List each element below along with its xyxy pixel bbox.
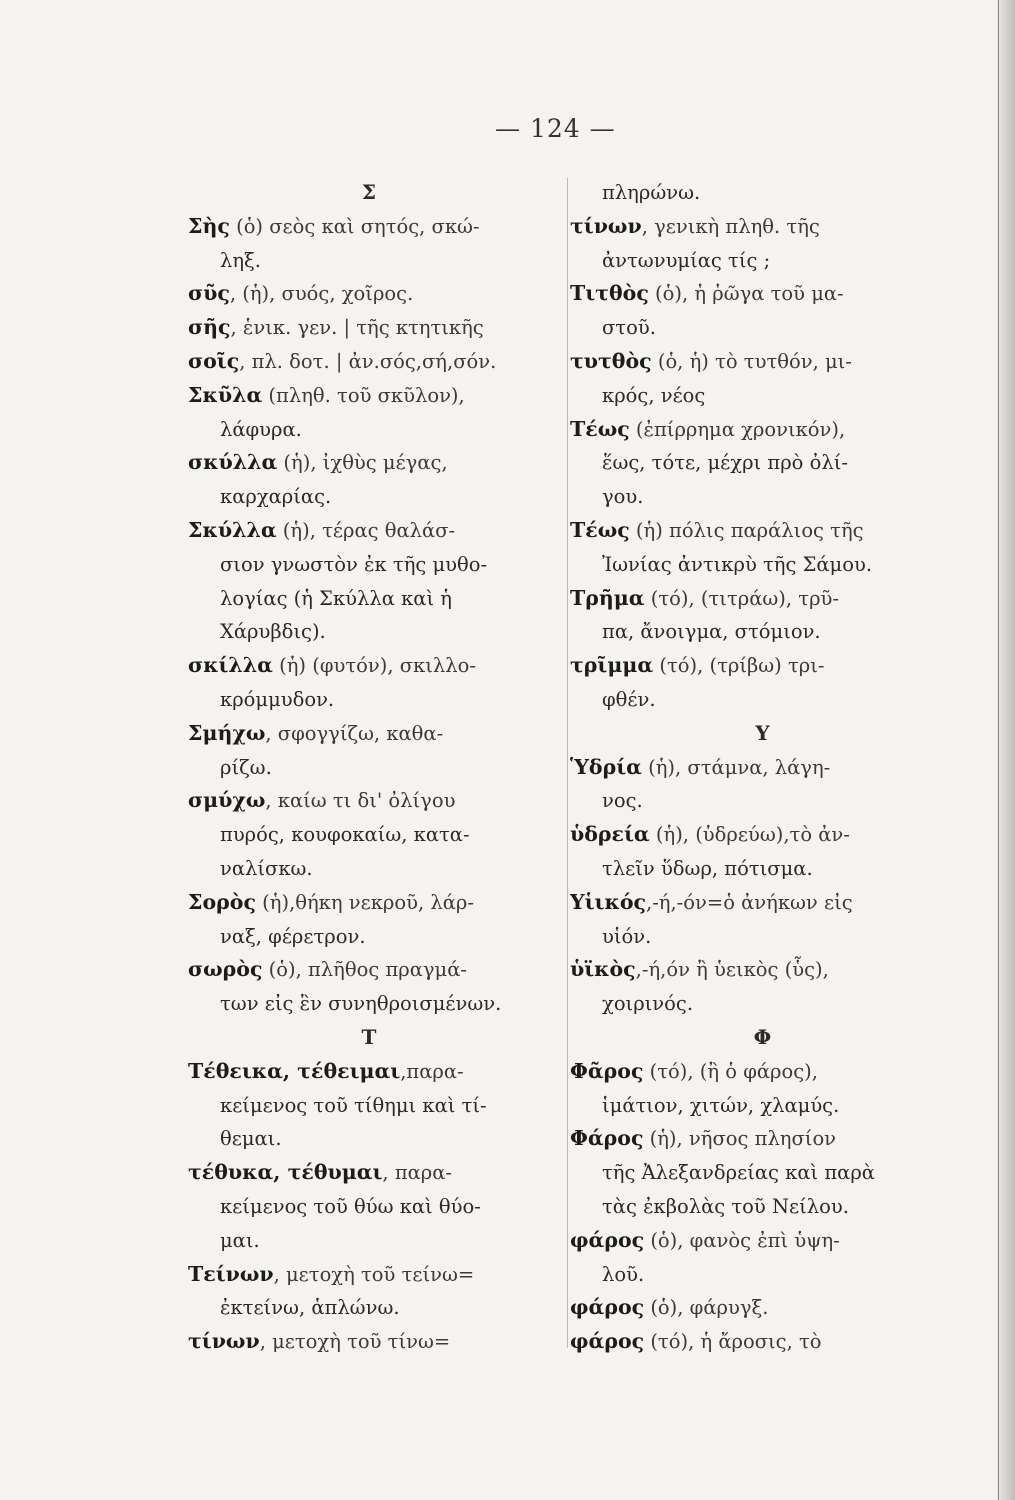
- definition: (ἡ), (ὑδρεύω),τὸ ἀν-: [649, 823, 850, 847]
- entry-continuation: ληξ.: [220, 248, 261, 272]
- section-letter: Σ: [361, 180, 377, 204]
- dictionary-entry: [188, 717, 550, 751]
- dictionary-entry: [188, 1055, 550, 1089]
- right-column: [570, 176, 955, 1359]
- headword: Τέθεικα, τέθειμαι: [188, 1058, 401, 1083]
- headword: σμύχω: [188, 788, 266, 813]
- definition: , (ἡ), συός, χοῖρος.: [229, 282, 414, 306]
- entry-continuation: καρχαρίας.: [220, 485, 332, 509]
- headword: Τέως: [570, 517, 630, 542]
- entry-continuation: κρός, νέος: [602, 383, 706, 407]
- definition: (τό), ἡ ἄροσις, τὸ: [644, 1330, 822, 1354]
- definition: (τό), (τιτράω), τρῦ-: [644, 586, 839, 610]
- definition: (τό), (ἢ ὁ φάρος),: [643, 1059, 818, 1083]
- entry-continuation: τῆς Ἀλεξανδρείας καὶ παρὰ: [602, 1161, 875, 1185]
- headword: Τέως: [570, 416, 630, 441]
- entry-continuation: λογίας (ἡ Σκύλλα καὶ ἡ: [220, 586, 452, 610]
- dictionary-entry: [570, 649, 955, 683]
- headword: τίνων: [188, 1329, 260, 1354]
- entry-continuation: πυρός, κουφοκαίω, κατα-: [220, 823, 470, 847]
- entry-continuation: φθέν.: [602, 687, 656, 711]
- definition: (ὁ), πλῆθος πραγμά-: [262, 958, 467, 982]
- headword: τρῖμμα: [570, 653, 654, 678]
- definition: (ἡ) πόλις παράλιος τῆς: [629, 518, 864, 542]
- dictionary-entry: [188, 1325, 550, 1359]
- headword: Τείνων: [188, 1261, 274, 1286]
- entry-continuation: λάφυρα.: [220, 417, 302, 441]
- column-divider: [567, 178, 568, 1348]
- entry-continuation: κείμενος τοῦ θύω καὶ θύο-: [220, 1194, 481, 1218]
- page-edge: [997, 0, 1015, 1500]
- definition: , πλ. δοτ. | ἀν.σός,σή,σόν.: [239, 349, 497, 373]
- dictionary-entry: [188, 514, 550, 548]
- headword: φάρος: [570, 1295, 645, 1320]
- headword: Σκῦλα: [188, 382, 263, 407]
- dictionary-entry: [188, 379, 550, 413]
- headword: σοῖς: [188, 348, 240, 373]
- entry-continuation: μαι.: [220, 1228, 260, 1252]
- dictionary-entry: [188, 1156, 550, 1190]
- definition: , μετοχὴ τοῦ τίνω=: [259, 1330, 451, 1354]
- entry-continuation: ἕως, τότε, μέχρι πρὸ ὀλί-: [602, 451, 848, 475]
- dictionary-entry: [188, 1258, 550, 1292]
- dictionary-entry: [570, 886, 955, 920]
- entry-continuation: κείμενος τοῦ τίθημι καὶ τί-: [220, 1093, 487, 1117]
- dictionary-entry: [570, 582, 955, 616]
- headword: Υἱικός: [570, 889, 646, 914]
- entry-continuation: υἱόν.: [602, 924, 652, 948]
- headword: σῦς: [188, 281, 230, 306]
- entry-continuation: πληρώνω.: [602, 181, 701, 204]
- section-letter: Τ: [361, 1024, 377, 1049]
- definition: , παρα-: [382, 1161, 453, 1185]
- dictionary-entry: [570, 818, 955, 852]
- entry-continuation: ναλίσκω.: [220, 856, 313, 880]
- entry-continuation: ἱμάτιον, χιτών, χλαμύς.: [602, 1093, 840, 1117]
- definition: (ἡ), ἰχθὺς μέγας,: [277, 451, 448, 475]
- definition: ,-ή,όν ἢ ὑεικὸς (ὗς),: [635, 958, 829, 982]
- dictionary-entry: [570, 210, 955, 244]
- entry-continuation: πα, ἄνοιγμα, στόμιον.: [602, 620, 821, 644]
- definition: (ἐπίρρημα χρονικόν),: [629, 417, 846, 441]
- definition: (πληθ. τοῦ σκῦλον),: [262, 383, 465, 407]
- entry-continuation: λοῦ.: [602, 1262, 645, 1286]
- dictionary-entry: [570, 277, 955, 311]
- definition: ,-ή,-όν=ὁ ἀνήκων εἰς: [646, 890, 853, 914]
- definition: ,παρα-: [400, 1059, 464, 1083]
- headword: Φάρος: [570, 1126, 644, 1151]
- definition: , ἑνικ. γεν. | τῆς κτητικῆς: [230, 316, 484, 340]
- entry-continuation: Χάρυβδις).: [220, 620, 326, 644]
- entry-continuation: Ἰωνίας ἀντικρὺ τῆς Σάμου.: [602, 552, 873, 576]
- entry-continuation: ἐκτείνω, ἁπλώνω.: [220, 1296, 400, 1320]
- definition: (ἡ) (φυτόν), σκιλλο-: [272, 654, 476, 678]
- dictionary-entry: [570, 1224, 955, 1258]
- entry-continuation: νος.: [602, 789, 643, 813]
- entry-continuation: κρόμμυδον.: [220, 687, 335, 711]
- dictionary-entry: [570, 1055, 955, 1089]
- section-letter: Φ: [753, 1024, 772, 1049]
- dictionary-entry: [188, 210, 550, 244]
- headword: ὑϊκὸς: [570, 957, 636, 982]
- dictionary-entry: [188, 886, 550, 920]
- section-letter: Υ: [755, 720, 770, 745]
- headword: τέθυκα, τέθυμαι: [188, 1160, 383, 1185]
- definition: (ἡ), στάμνα, λάγη-: [641, 755, 831, 779]
- dictionary-entry: [188, 953, 550, 987]
- dictionary-entry: [570, 345, 955, 379]
- dictionary-entry: [188, 311, 550, 345]
- headword: Τρῆμα: [570, 585, 645, 610]
- headword: Σκύλλα: [188, 517, 277, 542]
- entry-continuation: χοιρινός.: [602, 992, 694, 1016]
- dictionary-entry: [188, 784, 550, 818]
- definition: , γενικὴ πληθ. τῆς: [641, 214, 820, 238]
- definition: , μετοχὴ τοῦ τείνω=: [273, 1262, 475, 1286]
- dictionary-entry: [570, 413, 955, 447]
- headword: ὑδρεία: [570, 822, 650, 847]
- dictionary-entry: [570, 751, 955, 785]
- entry-continuation: ρίζω.: [220, 755, 272, 779]
- entry-continuation: σιον γνωστὸν ἐκ τῆς μυθο-: [220, 552, 488, 576]
- entry-continuation: των εἰς ἓν συνηθροισμένων.: [220, 992, 502, 1016]
- definition: , σφογγίζω, καθα-: [265, 721, 444, 745]
- definition: (ἡ), τέρας θαλάσ-: [276, 518, 456, 542]
- dictionary-entry: [188, 345, 550, 379]
- entry-continuation: ἀντωνυμίας τίς ;: [602, 248, 771, 272]
- left-column: [188, 176, 550, 1359]
- headword: Τιτθὸς: [570, 281, 649, 306]
- dictionary-entry: [570, 953, 955, 987]
- definition: (ἡ),θήκη νεκροῦ, λάρ-: [255, 890, 474, 914]
- definition: (ὁ) σεὸς καὶ σητός, σκώ-: [229, 214, 480, 238]
- page-number: — 124 —: [495, 114, 616, 143]
- headword: Σὴς: [188, 213, 230, 238]
- entry-continuation: τλεῖν ὕδωρ, πότισμα.: [602, 856, 813, 880]
- headword: σῆς: [188, 315, 231, 340]
- definition: (ὁ), φάρυγξ.: [644, 1296, 769, 1320]
- entry-continuation: τὰς ἐκβολὰς τοῦ Νείλου.: [602, 1194, 849, 1218]
- definition: (ὁ, ἡ) τὸ τυτθόν, μι-: [651, 349, 852, 373]
- definition: , καίω τι δι' ὀλίγου: [265, 789, 456, 813]
- dictionary-entry: [570, 514, 955, 548]
- headword: Σμήχω: [188, 720, 266, 745]
- headword: τυτθὸς: [570, 348, 652, 373]
- headword: Ὑδρία: [570, 754, 642, 779]
- dictionary-entry: [188, 446, 550, 480]
- dictionary-entry: [188, 649, 550, 683]
- entry-continuation: γου.: [602, 485, 644, 509]
- headword: φάρος: [570, 1329, 645, 1354]
- dictionary-entry: [188, 277, 550, 311]
- headword: Φᾶρος: [570, 1058, 644, 1083]
- page-edge-line: [998, 0, 999, 1500]
- definition: (τό), (τρίβω) τρι-: [653, 654, 825, 678]
- dictionary-entry: [570, 1122, 955, 1156]
- entry-continuation: θεμαι.: [220, 1127, 282, 1151]
- headword: σωρὸς: [188, 957, 263, 982]
- headword: σκύλλα: [188, 450, 278, 475]
- headword: φάρος: [570, 1227, 645, 1252]
- definition: (ἡ), νῆσος πλησίον: [643, 1127, 837, 1151]
- definition: (ὁ), φανὸς ἐπὶ ὑψη-: [644, 1228, 840, 1252]
- headword: Σορὸς: [188, 889, 256, 914]
- dictionary-entry: [570, 1325, 955, 1359]
- entry-continuation: στοῦ.: [602, 316, 656, 340]
- headword: τίνων: [570, 213, 642, 238]
- headword: σκίλλα: [188, 653, 273, 678]
- entry-continuation: ναξ, φέρετρον.: [220, 924, 366, 948]
- definition: (ὁ), ἡ ῥῶγα τοῦ μα-: [648, 282, 844, 306]
- dictionary-entry: [570, 1291, 955, 1325]
